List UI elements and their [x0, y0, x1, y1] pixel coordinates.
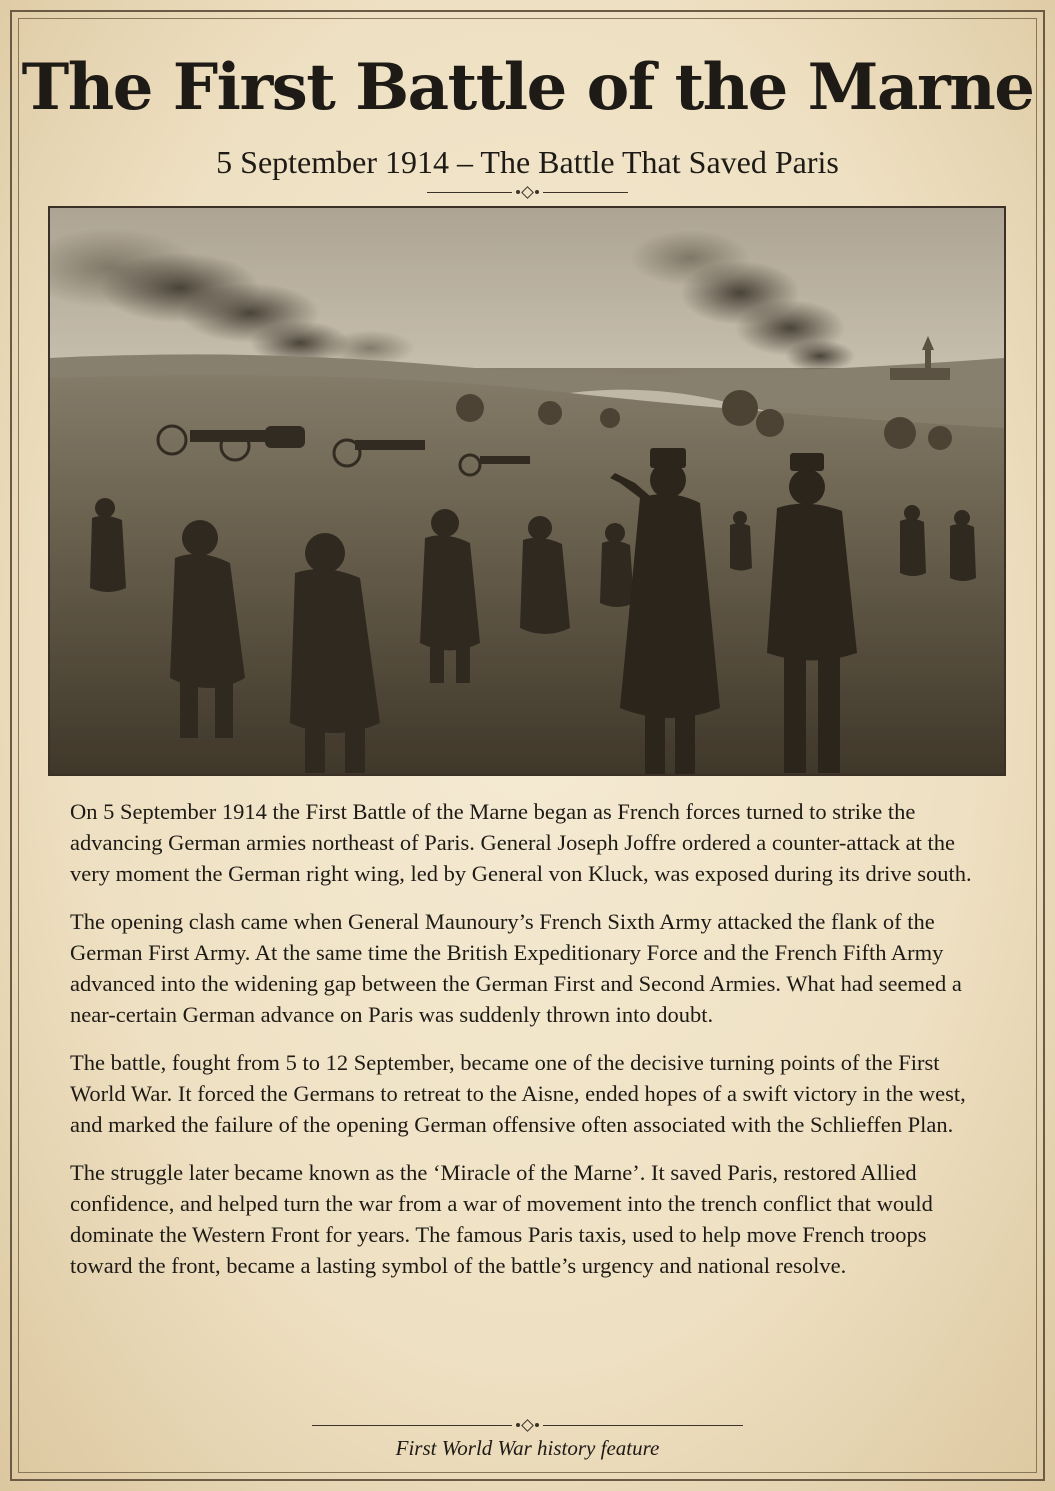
paragraph-2: The opening clash came when General Maunoury’s French Sixth Army attacked the flank of the German First Army. At the same time the British Expeditionary Force and the French Fifth Army advanced into the widening gap between the German First and Second Armies. What had seemed a near-certain German advance on Paris was suddenly thrown into doubt.	[70, 909, 962, 1027]
article-body	[70, 796, 990, 1298]
paragraph-4: The struggle later became known as the ‘Miracle of the Marne’. It saved Paris, restored Allied confidence, and helped turn the war from a war of movement into the trench conflict that would dominate the Western Front for years. The famous Paris taxis, used to help move French troops toward the front, became a lasting symbol of the battle’s urgency and national resolve.	[70, 1160, 933, 1278]
footer-ornament-divider	[0, 1419, 1055, 1431]
paragraph-3: The battle, fought from 5 to 12 September, became one of the decisive turning points of the First World War. It forced the Germans to retreat to the Aisne, ended hopes of a swift victory in the west, and marked the failure of the opening German offensive often associated with the Schlieffen Plan.	[70, 1050, 966, 1137]
paragraph-1: On 5 September 1914 the First Battle of the Marne began as French forces turned to strike the advancing German armies northeast of Paris. General Joseph Joffre ordered a counter-attack at the very moment the German right wing, led by General von Kluck, was exposed during its drive south.	[70, 799, 972, 886]
battle-photograph	[48, 206, 1006, 776]
title-ornament-divider	[0, 186, 1055, 198]
battlefield-illustration	[50, 208, 1004, 774]
footer-caption: First World War history feature	[395, 1436, 660, 1460]
page-subtitle: 5 September 1914 – The Battle That Saved Paris	[216, 144, 839, 180]
page-title: The First Battle of the Marne	[21, 50, 1034, 125]
